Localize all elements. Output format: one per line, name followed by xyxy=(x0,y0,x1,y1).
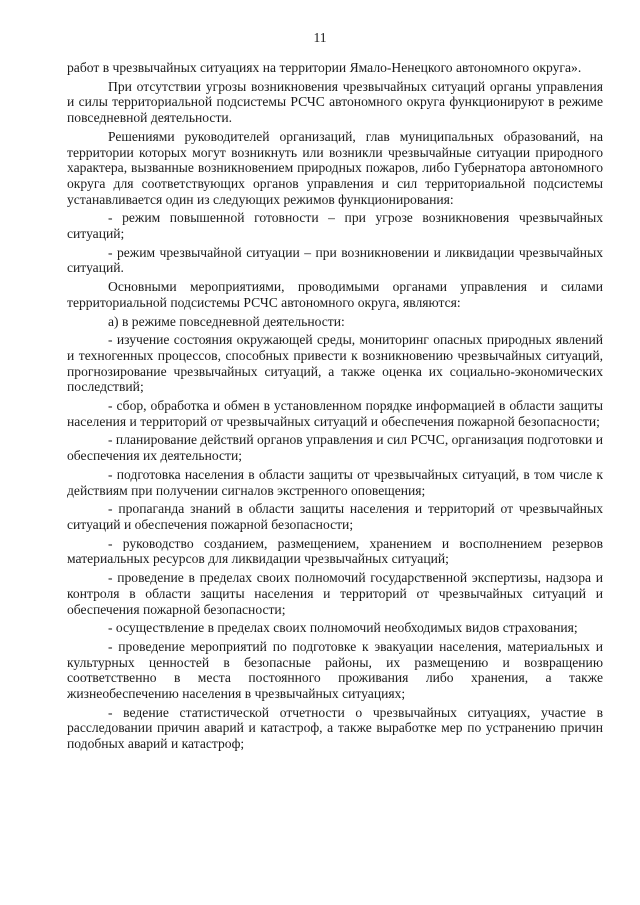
list-item-population-training: - подготовка населения в области защиты от чрезвычайных ситуаций, в том числе к действиям при получении сигналов экстренного оповещения; xyxy=(67,466,603,498)
list-item-high-readiness: - режим повышенной готовности – при угрозе возникновения чрезвычайных ситуаций; xyxy=(67,210,603,242)
list-item-statistics: - ведение статистической отчетности о чрезвычайных ситуациях, участие в расследовании причин аварий и катастроф, а также выработке мер по устранению причин подобных аварий и катастроф; xyxy=(67,704,603,752)
list-item-reserves: - руководство созданием, размещением, хранением и восполнением резервов материальных ресурсов для ликвидации чрезвычайных ситуаций; xyxy=(67,535,603,567)
list-item-insurance: - осуществление в пределах своих полномочий необходимых видов страхования; xyxy=(108,620,578,636)
paragraph-decisions: Решениями руководителей организаций, глав муниципальных образований, на территории которых могут возникнуть или возникли чрезвычайные ситуации природного характера, вызванные возникновением природных пожаров, либо Губернатора автономного округа для соответствующих органов управления и сил территориальной подсистемы устанавливается один из следующих режимов функционирования: xyxy=(67,128,603,207)
paragraph-main-measures: Основными мероприятиями, проводимыми органами управления и силами территориальной подсистемы РСЧС автономного округа, являются: xyxy=(67,279,603,310)
paragraph-daily-mode: При отсутствии угрозы возникновения чрезвычайных ситуаций органы управления и силы территориальной подсистемы РСЧС автономного округа функционируют в режиме повседневной деятельности. xyxy=(67,78,603,126)
list-item-evacuation: - проведение мероприятий по подготовке к эвакуации населения, материальных и культурных ценностей в безопасные районы, их размещению и возвращению соответственно в места постоянного проживания либо хранения, а также жизнеобеспечению населения в чрезвычайных ситуациях; xyxy=(67,638,603,702)
page-number: 11 xyxy=(313,30,327,45)
list-item-planning: - планирование действий органов управления и сил РСЧС, организация подготовки и обеспечения их деятельности; xyxy=(67,432,603,464)
list-item-emergency-mode: - режим чрезвычайной ситуации – при возникновении и ликвидации чрезвычайных ситуаций. xyxy=(67,244,603,276)
subheading-daily-activity: а) в режиме повседневной деятельности: xyxy=(108,313,345,329)
list-item-monitoring: - изучение состояния окружающей среды, мониторинг опасных природных явлений и техногенных процессов, способных привести к возникновению чрезвычайных ситуаций, прогнозирование чрезвычайных ситуаций, а также оценка их социально-экономических последствий; xyxy=(67,332,603,395)
paragraph-continuation: работ в чрезвычайных ситуациях на территории Ямало-Ненецкого автономного округа». xyxy=(67,60,582,75)
list-item-information-exchange: - сбор, обработка и обмен в установленном порядке информацией в области защиты населения и территорий от чрезвычайных ситуаций и обеспечения пожарной безопасности; xyxy=(67,398,603,429)
document-body xyxy=(67,60,603,755)
list-item-expertise: - проведение в пределах своих полномочий государственной экспертизы, надзора и контроля в области защиты населения и территорий от чрезвычайных ситуаций и обеспечения пожарной безопасности; xyxy=(67,570,603,617)
list-item-propaganda: - пропаганда знаний в области защиты населения и территорий от чрезвычайных ситуаций и обеспечения пожарной безопасности; xyxy=(67,501,603,532)
